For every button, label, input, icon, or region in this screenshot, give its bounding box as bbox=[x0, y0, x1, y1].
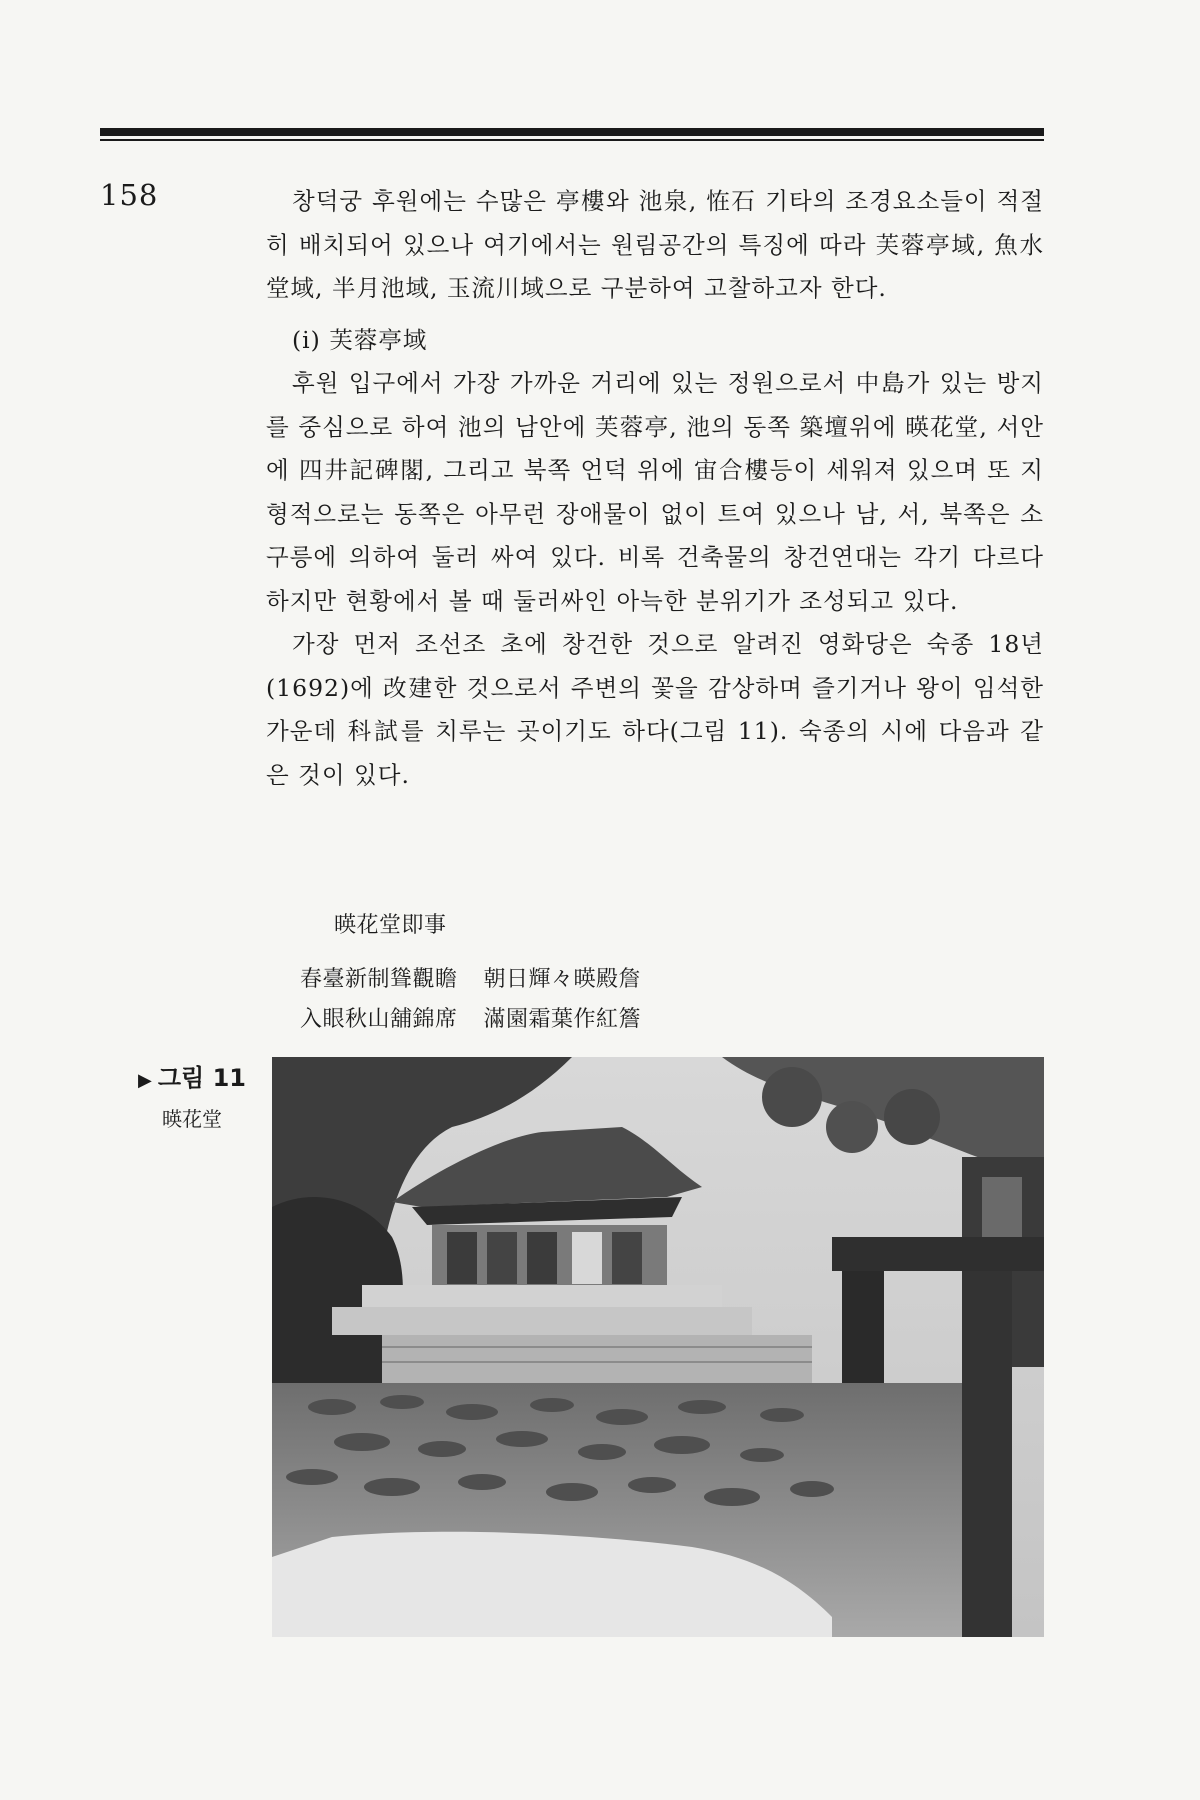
page-number: 158 bbox=[100, 178, 159, 212]
body-text bbox=[266, 180, 1044, 797]
pavilion-photo bbox=[272, 1057, 1044, 1637]
paragraph-2: 가장 먼저 조선조 초에 창건한 것으로 알려진 영화당은 숙종 18년(1692)에 改建한 것으로서 주변의 꽃을 감상하며 즐기거나 왕이 임석한 가운데 科試를 치루는 곳이기도 하다(그림 11). 숙종의 시에 다음과 같은 것이 있다. bbox=[266, 630, 1044, 789]
header-rule-thin bbox=[100, 139, 1044, 141]
poem-title: 暎花堂即事 bbox=[334, 913, 447, 938]
poem bbox=[300, 906, 641, 1040]
poem-line bbox=[300, 960, 641, 1000]
figure-label bbox=[138, 1058, 258, 1093]
poem-verse: 春臺新制聳觀瞻 bbox=[300, 967, 458, 992]
paragraph-1: 후원 입구에서 가장 가까운 거리에 있는 정원으로서 中島가 있는 방지를 중심으로 하여 池의 남안에 芙蓉亭, 池의 동쪽 築壇위에 暎花堂, 서안에 四井記碑閣, 그리고 북쪽 언덕 위에 宙合樓등이 세워져 있으며 또 지형적으로는 동쪽은 아무런 장애물이 없이 트여 있으나 남, 서, 북쪽은 소구릉에 의하여 둘러 싸여 있다. 비록 건축물의 창건연대는 각기 다르다 하지만 현황에서 볼 때 둘러싸인 아늑한 분위기가 조성되고 있다. bbox=[266, 369, 1044, 615]
poem-line bbox=[300, 1000, 641, 1040]
poem-verse: 滿園霜葉作紅簷 bbox=[483, 1007, 642, 1032]
figure-title: 暎花堂 bbox=[162, 1107, 222, 1131]
figure-caption bbox=[138, 1058, 258, 1132]
intro-paragraph: 창덕궁 후원에는 수많은 亭樓와 池泉, 恠石 기타의 조경요소들이 적절히 배치되어 있으나 여기에서는 원림공간의 특징에 따라 芙蓉亭域, 魚水堂域, 半月池域, 玉流川域으로 구분하여 고찰하고자 한다. bbox=[266, 187, 1044, 302]
header-rule-thick bbox=[100, 128, 1044, 136]
triangle-marker-icon: ▶ bbox=[138, 1070, 152, 1091]
figure-number: 그림 11 bbox=[157, 1064, 246, 1092]
poem-verse: 入眼秋山舖錦席 bbox=[300, 1007, 458, 1032]
section-heading: (i) 芙蓉亭域 bbox=[292, 325, 428, 354]
figure-photo bbox=[272, 1057, 1044, 1637]
poem-verse: 朝日輝々暎殿詹 bbox=[483, 967, 642, 992]
